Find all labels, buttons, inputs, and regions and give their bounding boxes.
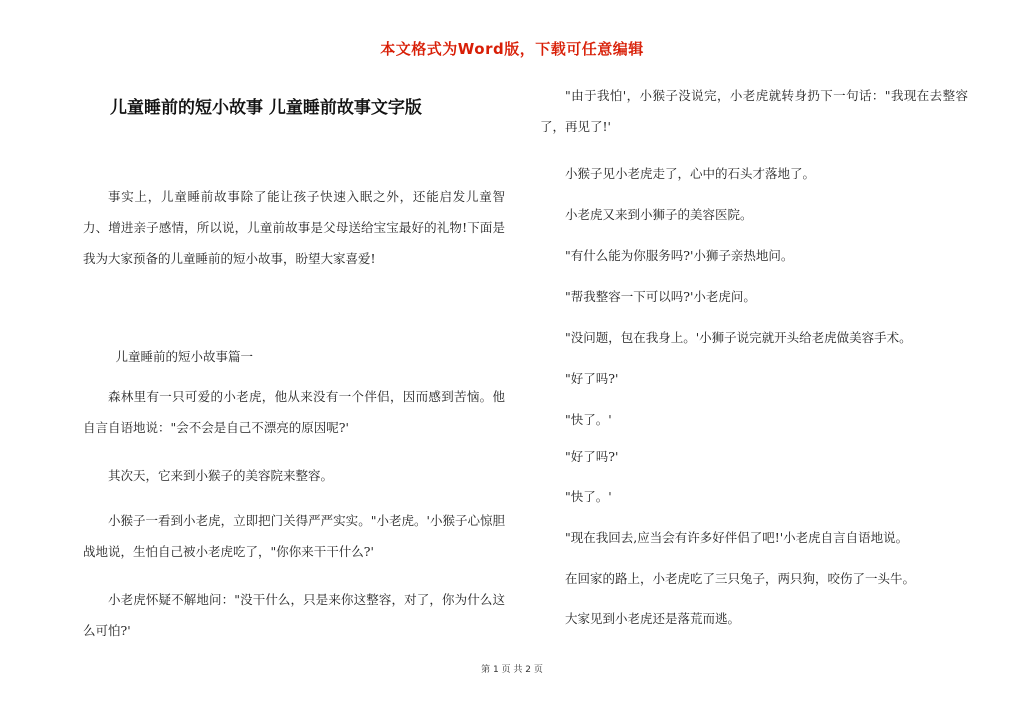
document-title: 儿童睡前的短小故事 儿童睡前故事文字版 <box>110 98 422 118</box>
page-number: 第 1 页 共 2 页 <box>481 665 543 675</box>
story-paragraph: "好了吗?' <box>565 449 619 464</box>
story-paragraph: "快了。' <box>565 489 612 504</box>
story-paragraph: "帮我整容一下可以吗?'小老虎问。 <box>565 289 756 304</box>
story-paragraph: 其次天，它来到小猴子的美容院来整容。 <box>108 468 334 483</box>
story-paragraph: 森林里有一只可爱的小老虎，他从来没有一个伴侣，因而感到苦恼。他自言自语地说："会不会是自己不漂亮的原因呢?' <box>83 389 505 435</box>
story-paragraph: "快了。' <box>565 412 612 427</box>
story-paragraph: 小老虎又来到小狮子的美容医院。 <box>565 207 753 222</box>
story-paragraph: "没问题，包在我身上。'小狮子说完就开头给老虎做美容手术。 <box>565 330 912 345</box>
story-paragraph: 大家见到小老虎还是落荒而逃。 <box>565 611 741 626</box>
story-paragraph: "现在我回去,应当会有许多好伴侣了吧!'小老虎自言自语地说。 <box>565 530 909 545</box>
story-paragraph: 在回家的路上，小老虎吃了三只兔子，两只狗，咬伤了一头牛。 <box>565 571 916 586</box>
story-paragraph: 小猴子见小老虎走了，心中的石头才落地了。 <box>565 166 816 181</box>
section-heading: 儿童睡前的短小故事篇一 <box>115 349 254 364</box>
story-paragraph: "由于我怕'，小猴子没说完，小老虎就转身扔下一句话："我现在去整容了，再见了!' <box>540 88 968 134</box>
story-paragraph: "好了吗?' <box>565 371 619 386</box>
story-paragraph: "有什么能为你服务吗?'小狮子亲热地问。 <box>565 248 794 263</box>
intro-paragraph: 事实上，儿童睡前故事除了能让孩子快速入眠之外，还能启发儿童智力、增进亲子感情，所以说，儿童前故事是父母送给宝宝最好的礼物!下面是我为大家预备的儿童睡前的短小故事，盼望大家喜爱! <box>83 189 505 266</box>
download-banner: 本文格式为Word版，下载可任意编辑 <box>380 40 644 58</box>
story-paragraph: 小老虎怀疑不解地问："没干什么，只是来你这整容，对了，你为什么这么可怕?' <box>83 592 505 638</box>
story-paragraph: 小猴子一看到小老虎，立即把门关得严严实实。"小老虎。'小猴子心惊胆战地说，生怕自己被小老虎吃了，"你你来干干什么?' <box>83 513 505 559</box>
